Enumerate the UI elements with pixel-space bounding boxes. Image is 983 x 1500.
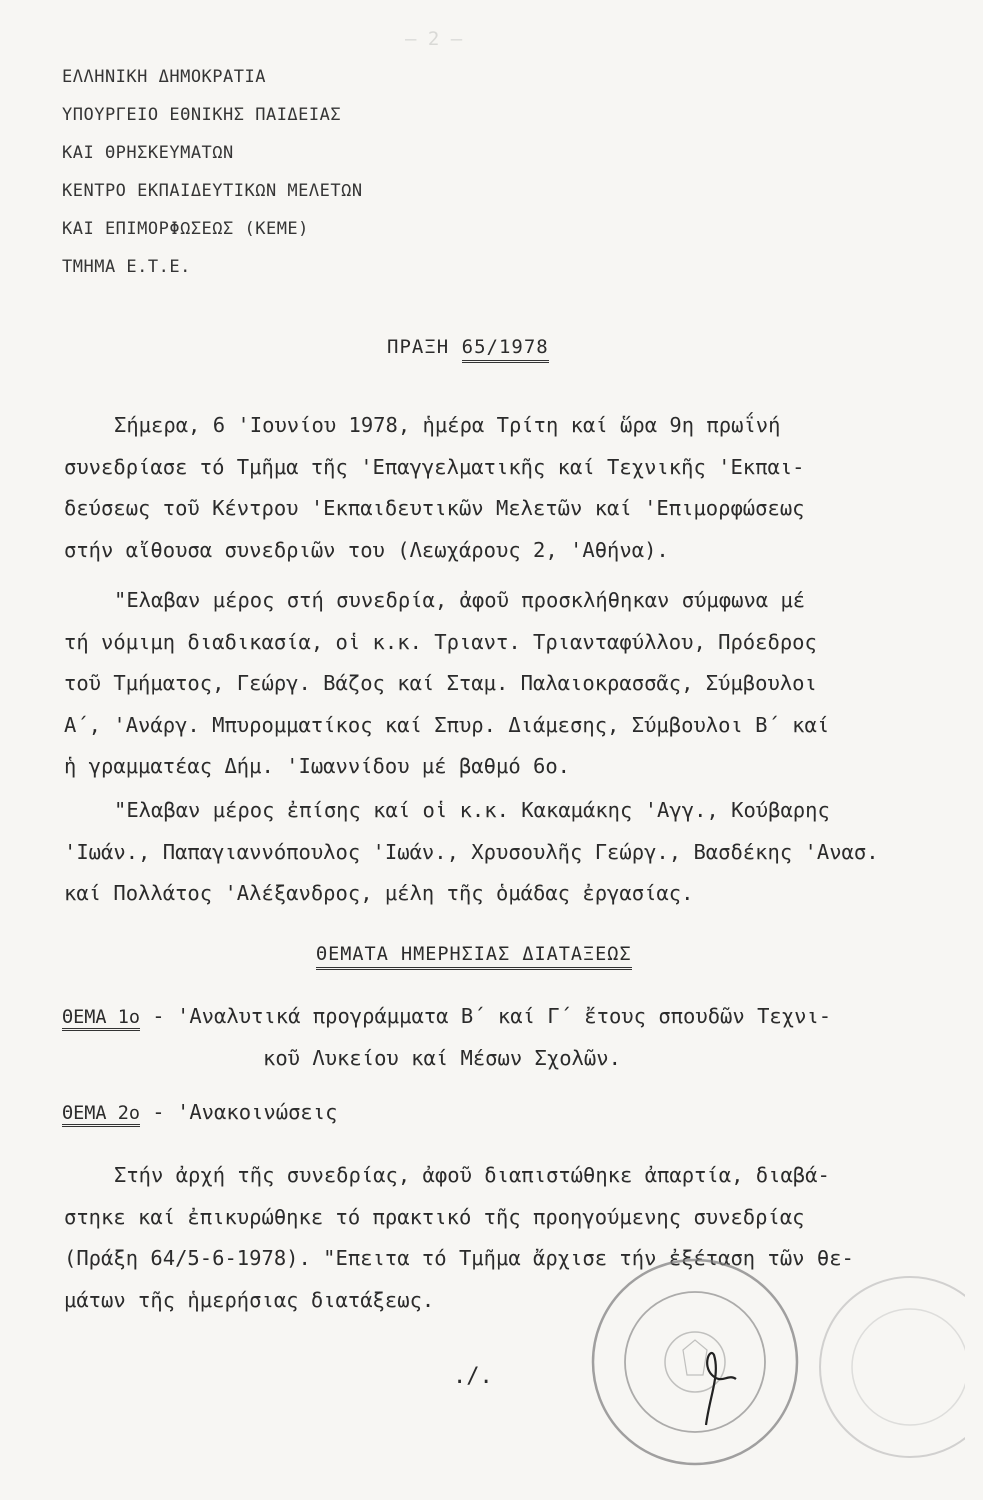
text-line: στήν αἴθουσα συνεδριῶν του (Λεωχάρους 2, 'Αθήνα).	[64, 537, 669, 562]
agenda-item-1	[62, 996, 831, 1039]
paragraph-meeting-date	[64, 405, 924, 571]
paragraph-working-group	[64, 790, 924, 915]
text-line: ἡ γραμματέας Δήμ. 'Ιωαννίδου μέ βαθμό 6ο.	[64, 754, 571, 778]
agenda-item-label: ΘΕΜΑ 2ο	[62, 1103, 140, 1127]
official-seal-stamp	[588, 1255, 803, 1470]
text-line: συνεδρίασε τό Τμῆμα τῆς 'Επαγγελματικῆς καί Τεχνικῆς 'Εκπαι-	[64, 454, 805, 479]
text-line: δεύσεως τοῦ Κέντρου 'Εκπαιδευτικῶν Μελετῶν καί 'Επιμορφώσεως	[64, 496, 805, 520]
text-line: Α΄, 'Ανάργ. Μπυρομματίκος καί Σπυρ. Διάμεσης, Σύμβουλοι Β΄ καί	[64, 712, 830, 737]
record-title	[387, 336, 549, 358]
text-line: τοῦ Τμήματος, Γεώργ. Βάζος καί Σταμ. Παλαιοκρασσᾶς, Σύμβουλοι	[64, 671, 817, 695]
text-line: τή νόμιμη διαδικασία, οἱ κ.κ. Τριαντ. Τριανταφύλλου, Πρόεδρος	[64, 629, 817, 654]
bleed-through-page-number: — 2 —	[405, 28, 463, 50]
letterhead-line: ΚΑΙ ΕΠΙΜΟΡΦΩΣΕΩΣ (ΚΕΜΕ)	[62, 219, 309, 239]
record-title-prefix: ΠΡΑΞΗ	[387, 336, 462, 358]
letterhead-line: ΚΑΙ ΘΡΗΣΚΕΥΜΑΤΩΝ	[62, 143, 234, 163]
text-line: "Ελαβαν μέρος ἐπίσης καί οἱ κ.κ. Κακαμάκης 'Αγγ., Κούβαρης	[114, 798, 830, 822]
agenda-item-label: ΘΕΜΑ 1ο	[62, 1007, 140, 1031]
paragraph-attendees	[64, 580, 924, 788]
text-line: 'Ιωάν., Παπαγιαννόπουλος 'Ιωάν., Χρυσουλῆς Γεώργ., Βασδέκης 'Ανασ.	[64, 839, 879, 864]
agenda-title: ΘΕΜΑΤΑ ΗΜΕΡΗΣΙΑΣ ΔΙΑΤΑΞΕΩΣ	[316, 944, 632, 970]
letterhead-line: ΚΕΝΤΡΟ ΕΚΠΑΙΔΕΥΤΙΚΩΝ ΜΕΛΕΤΩΝ	[62, 181, 363, 201]
agenda-item-text: - 'Αναλυτικά προγράμματα Β΄ καί Γ΄ ἔτους σπουδῶν Τεχνι-	[139, 1004, 832, 1028]
letterhead-line: ΥΠΟΥΡΓΕΙΟ ΕΘΝΙΚΗΣ ΠΑΙΔΕΙΑΣ	[62, 105, 342, 125]
record-title-number: 65/1978	[462, 336, 549, 363]
letterhead	[62, 58, 363, 286]
agenda-item-text: - 'Ανακοινώσεις	[139, 1100, 338, 1124]
letterhead-line: ΕΛΛΗΝΙΚΗ ΔΗΜΟΚΡΑΤΙΑ	[62, 67, 266, 87]
text-line: Στήν ἀρχή τῆς συνεδρίας, ἀφοῦ διαπιστώθηκε ἀπαρτία, διαβά-	[114, 1163, 830, 1187]
text-line: (Πράξη 64/5-6-1978). "Επειτα τό Τμῆμα ἄρχισε τήν ἐξέταση τῶν θε-	[64, 1246, 854, 1270]
text-line: στηκε καί ἐπικυρώθηκε τό πρακτικό τῆς προηγούμενης συνεδρίας	[64, 1204, 805, 1229]
text-line: μάτων τῆς ἡμερήσιας διατάξεως.	[64, 1287, 435, 1312]
text-line: "Ελαβαν μέρος στή συνεδρία, ἀφοῦ προσκλήθηκαν σύμφωνα μέ	[114, 588, 806, 612]
faded-stamp	[815, 1262, 965, 1472]
continuation-mark: ./.	[453, 1364, 493, 1389]
text-line: Σήμερα, 6 'Ιουνίου 1978, ἡμέρα Τρίτη καί ὥρα 9η πρωΐνή	[114, 413, 781, 437]
agenda-item-2	[62, 1092, 337, 1135]
letterhead-line: ΤΜΗΜΑ Ε.Τ.Ε.	[62, 257, 191, 277]
text-line: καί Πολλάτος 'Αλέξανδρος, μέλη τῆς ὁμάδας ἐργασίας.	[64, 881, 694, 905]
agenda-item-1-continuation: κοῦ Λυκείου καί Μέσων Σχολῶν.	[263, 1046, 621, 1070]
